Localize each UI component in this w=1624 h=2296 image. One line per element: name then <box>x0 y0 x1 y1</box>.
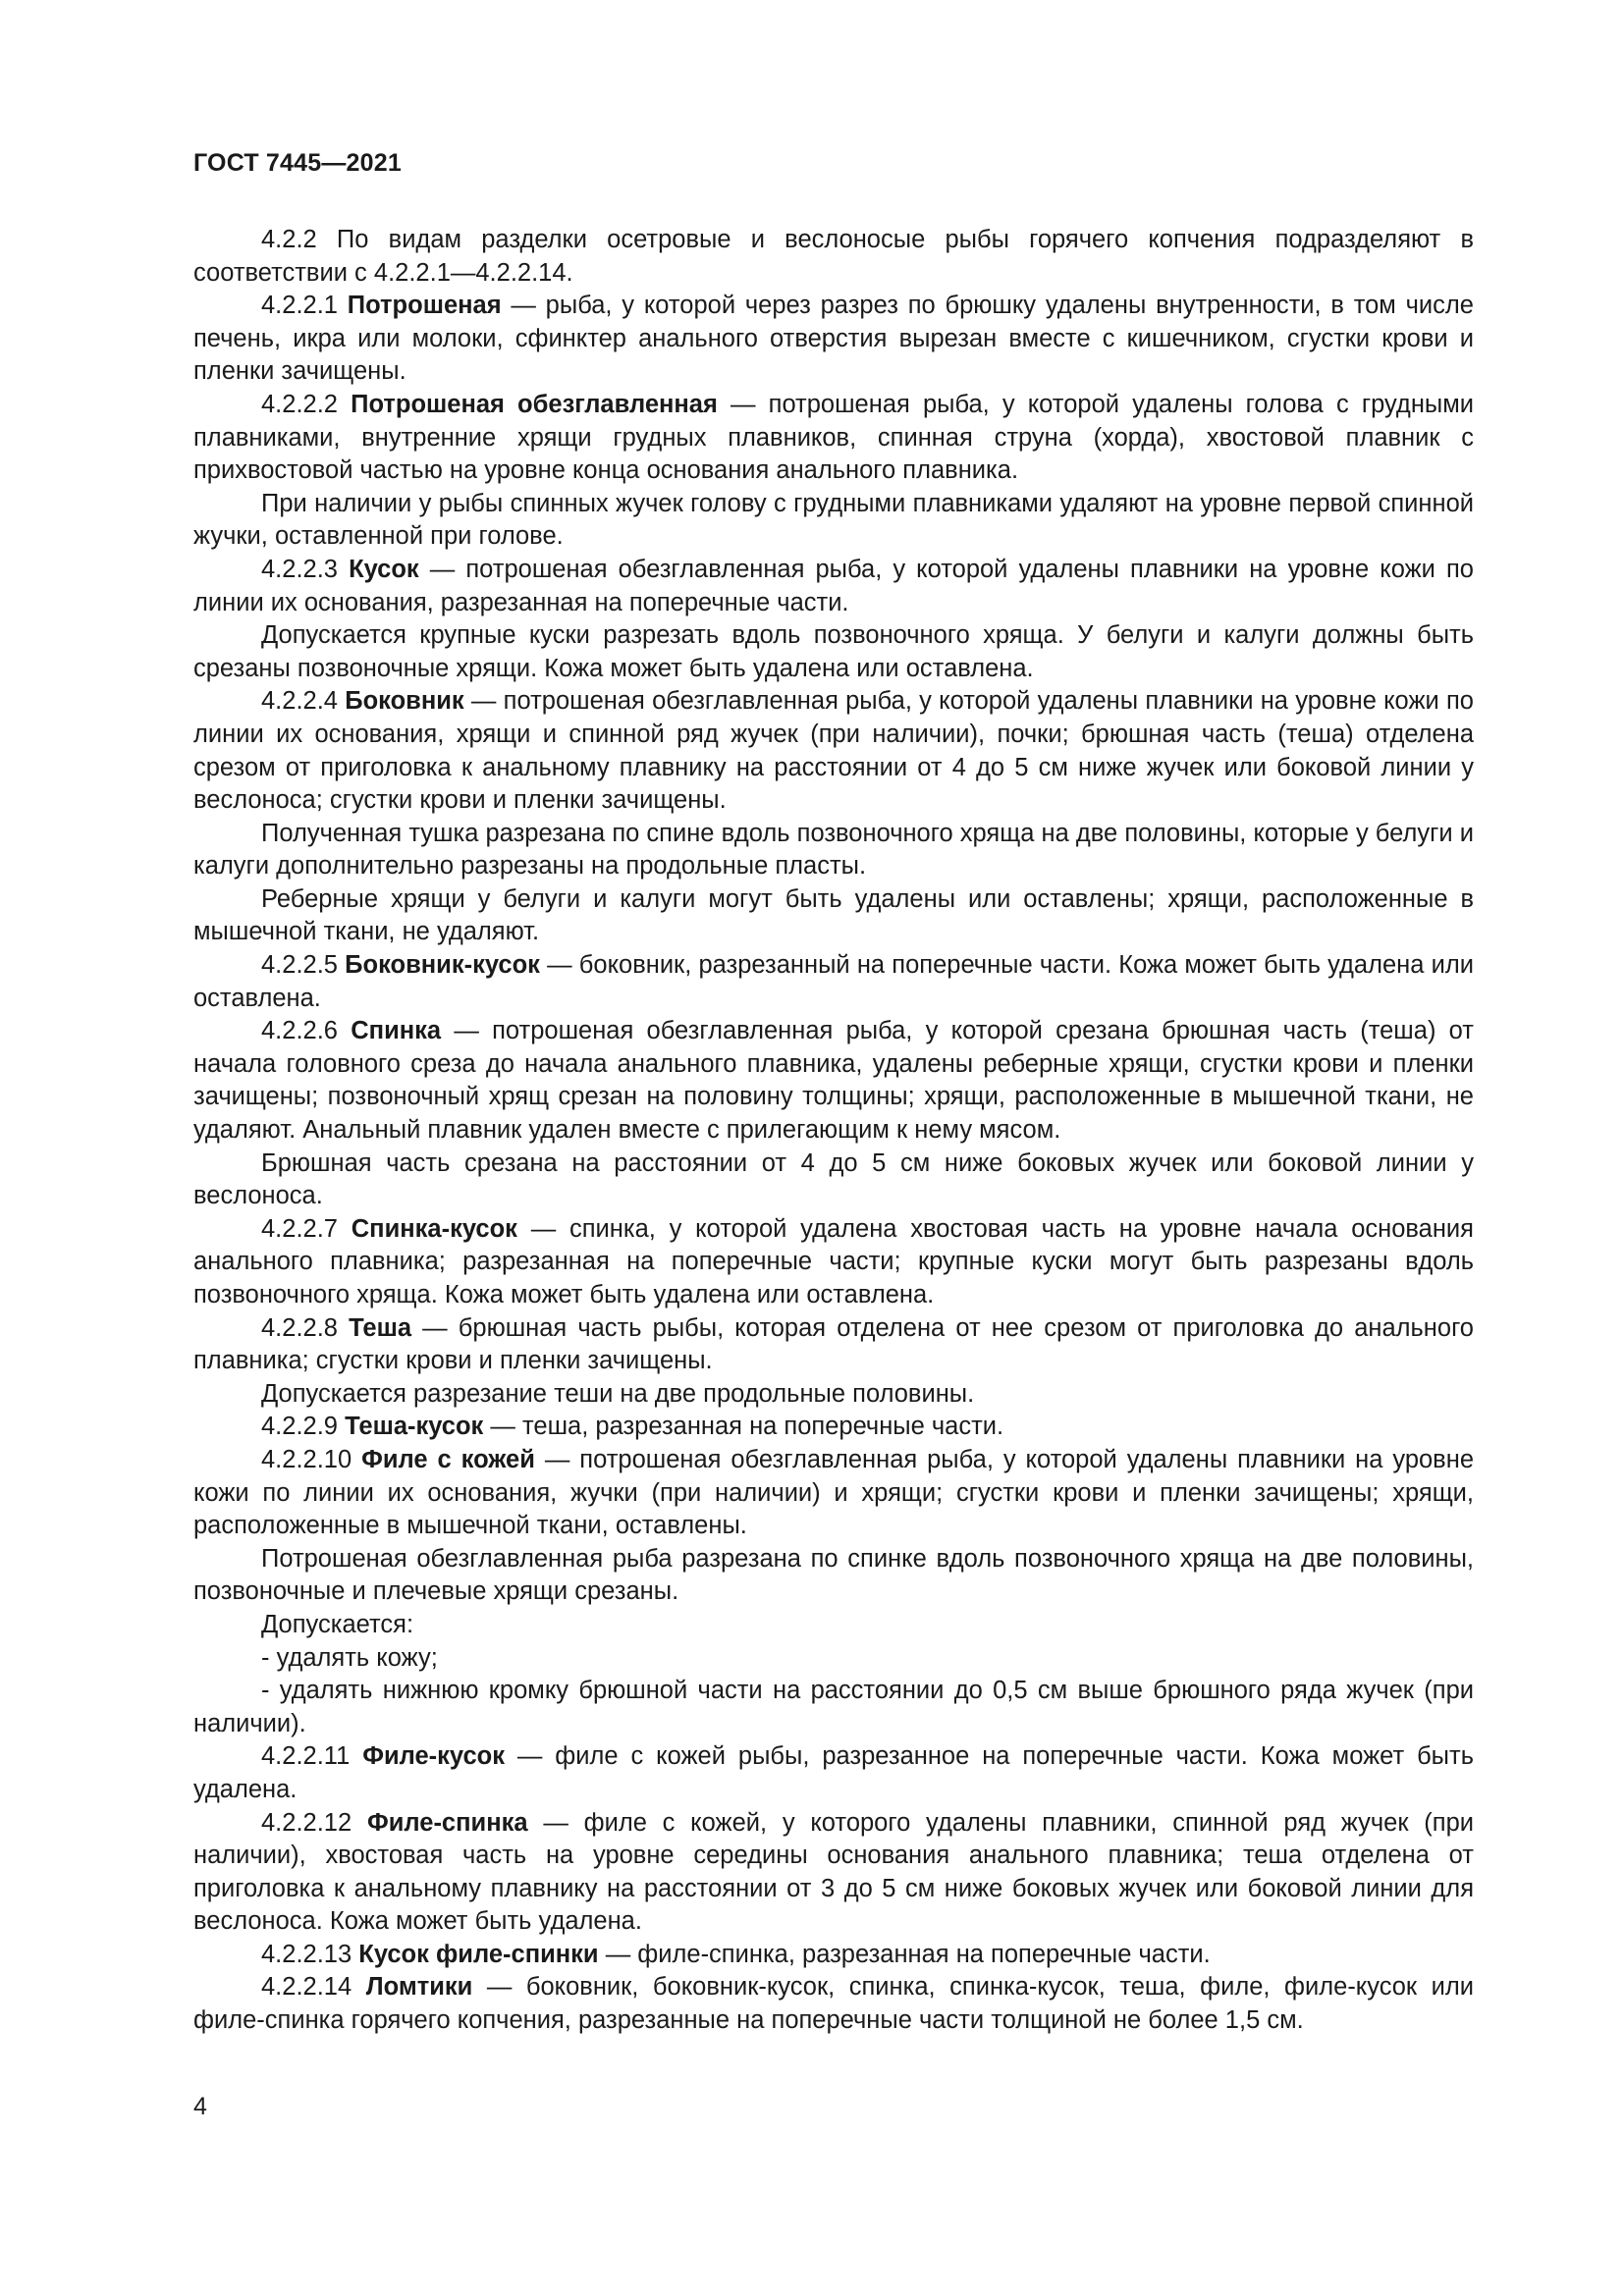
paragraph <box>193 1378 1474 1412</box>
clause-number: 4.2.2.13 <box>261 1940 352 1968</box>
paragraph <box>193 883 1474 949</box>
paragraph <box>193 619 1474 685</box>
paragraph-text: — филе с кожей рыбы, разрезанное на поперечные части. Кожа может быть удалена. <box>193 1742 1474 1803</box>
paragraph <box>193 389 1474 488</box>
paragraph <box>193 1444 1474 1543</box>
term: Потрошеная <box>347 292 502 320</box>
paragraph-text: — филе с кожей, у которого удалены плавники, спинной ряд жучек (при наличии), хвостовая часть на уровне середины основания анального плавника; теша отделена от приголовка к анальному плавнику на расстоянии от 3 до 5 см ниже боковых жучек или боковой линии для веслоноса. Кожа может быть удалена. <box>193 1808 1475 1936</box>
clause-number: 4.2.2.4 <box>261 687 338 716</box>
clause-number: 4.2.2.5 <box>261 951 338 980</box>
paragraph-text: — боковник, разрезанный на поперечные части. Кожа может быть удалена или оставлена. <box>193 951 1474 1012</box>
document-body <box>193 224 1474 2038</box>
clause-number: 4.2.2.14 <box>261 1973 352 2002</box>
clause-number: 4.2.2.2 <box>261 390 338 418</box>
paragraph-text: — брюшная часть рыбы, которая отделена от нее срезом от приголовка до анального плавника; сгустки крови и пленки зачищены. <box>193 1313 1474 1375</box>
term: Филе-спинка <box>366 1808 528 1837</box>
paragraph <box>193 1740 1474 1806</box>
paragraph <box>193 1312 1474 1378</box>
paragraph-text: — потрошеная обезглавленная рыба, у которой удалены плавники на уровне кожи по линии их основания, разрезанная на поперечные части. <box>193 555 1474 616</box>
paragraph-text: - удалять нижнюю кромку брюшной части на расстоянии до 0,5 см выше брюшного ряда жучек (при наличии). <box>193 1677 1474 1737</box>
clause-number: 4.2.2.10 <box>261 1445 352 1473</box>
term: Боковник <box>345 687 464 716</box>
clause-number: 4.2.2.12 <box>261 1808 352 1837</box>
paragraph <box>193 685 1474 817</box>
paragraph <box>193 818 1474 883</box>
paragraph-text: — спинка, у которой удалена хвостовая часть на уровне начала основания анального плавника; разрезанная на поперечные части; крупные куски могут быть разрезаны вдоль позвоночного хряща. Кожа может быть удалена или оставлена. <box>193 1214 1474 1308</box>
page-number: 4 <box>193 2093 207 2120</box>
paragraph-text: Допускается: <box>261 1610 414 1638</box>
clause-number: 4.2.2.1 <box>261 292 338 320</box>
paragraph-text: — потрошеная рыба, у которой удалены голова с грудными плавниками, внутренние хрящи грудных плавников, спинная струна (хорда), хвостовой плавник с прихвостовой частью на уровне конца основания анального плавника. <box>193 390 1475 485</box>
paragraph <box>193 290 1474 389</box>
term: Кусок <box>349 555 419 583</box>
term: Теша <box>349 1313 412 1342</box>
clause-number: 4.2.2.3 <box>261 555 338 583</box>
paragraph-text: Допускается разрезание теши на две продольные половины. <box>261 1379 975 1408</box>
paragraph-text: — теша, разрезанная на поперечные части. <box>483 1413 1004 1441</box>
clause-number: 4.2.2.9 <box>261 1413 338 1441</box>
paragraph <box>193 1148 1474 1213</box>
term: Спинка-кусок <box>351 1214 517 1243</box>
paragraph <box>193 1543 1474 1609</box>
paragraph <box>193 1939 1474 1972</box>
paragraph-text: - удалять кожу; <box>261 1643 438 1672</box>
paragraph <box>193 554 1474 619</box>
term: Боковник-кусок <box>345 951 540 980</box>
paragraph-text: Допускается крупные куски разрезать вдоль позвоночного хряща. У белуги и калуги должны быть срезаны позвоночные хрящи. Кожа может быть удалена или оставлена. <box>193 621 1474 682</box>
paragraph-text: 4.2.2 По видам разделки осетровые и веслоносые рыбы горячего копчения подразделяют в соответствии с 4.2.2.1—4.2.2.14. <box>193 226 1474 287</box>
paragraph <box>193 1213 1474 1312</box>
paragraph-text: Брюшная часть срезана на расстоянии от 4 до 5 см ниже боковых жучек или боковой линии у веслоноса. <box>193 1148 1474 1210</box>
paragraph <box>193 1015 1474 1147</box>
term: Филе с кожей <box>361 1445 535 1473</box>
paragraph-text: При наличии у рыбы спинных жучек голову с грудными плавниками удаляют на уровне первой спинной жучки, оставленной при голове. <box>193 489 1474 551</box>
paragraph-text: — филе-спинка, разрезанная на поперечные части. <box>598 1940 1211 1968</box>
term: Ломтики <box>365 1973 473 2002</box>
clause-number: 4.2.2.11 <box>261 1742 351 1771</box>
term: Теша-кусок <box>345 1413 484 1441</box>
paragraph <box>193 1807 1474 1939</box>
term: Потрошеная обезглавленная <box>351 390 718 418</box>
term: Кусок филе-спинки <box>358 1940 599 1968</box>
paragraph <box>193 1609 1474 1642</box>
paragraph <box>193 488 1474 554</box>
term: Филе-кусок <box>362 1742 505 1771</box>
paragraph-text: — боковник, боковник-кусок, спинка, спинка-кусок, теша, филе, филе-кусок или филе-спинка горячего копчения, разрезанные на поперечные части толщиной не более 1,5 см. <box>193 1973 1474 2035</box>
clause-number: 4.2.2.6 <box>261 1017 338 1045</box>
paragraph-text: — потрошеная обезглавленная рыба, у которой срезана брюшная часть (теша) от начала головного среза до начала анального плавника, удалены реберные хрящи, сгустки крови и пленки зачищены; позвоночный хрящ срезан на половину толщины; хрящи, расположенные в мышечной ткани, не удаляют. Анальный плавник удален вместе с прилегающим к нему мясом. <box>193 1017 1474 1145</box>
clause-number: 4.2.2.8 <box>261 1313 338 1342</box>
paragraph <box>193 1675 1474 1740</box>
paragraph <box>193 1642 1474 1676</box>
paragraph <box>193 1971 1474 2037</box>
paragraph-text: Реберные хрящи у белуги и калуги могут быть удалены или оставлены; хрящи, расположенные в мышечной ткани, не удаляют. <box>193 884 1474 946</box>
paragraph-text: Полученная тушка разрезана по спине вдоль позвоночного хряща на две половины, которые у белуги и калуги дополнительно разрезаны на продольные пласты. <box>193 819 1474 881</box>
paragraph <box>193 224 1474 290</box>
clause-number: 4.2.2.7 <box>261 1214 338 1243</box>
paragraph-text: Потрошеная обезглавленная рыба разрезана по спинке вдоль позвоночного хряща на две половины, позвоночные и плечевые хрящи срезаны. <box>193 1544 1474 1606</box>
term: Спинка <box>351 1017 442 1045</box>
paragraph <box>193 949 1474 1015</box>
paragraph-text: — рыба, у которой через разрез по брюшку удалены внутренности, в том числе печень, икра или молоки, сфинктер анального отверстия вырезан вместе с кишечником, сгустки крови и пленки зачищены. <box>193 292 1474 386</box>
paragraph-text: — потрошеная обезглавленная рыба, у которой удалены плавники на уровне кожи по линии их основания, жучки (при наличии) и хрящи; сгустки крови и пленки зачищены; хрящи, расположенные в мышечной ткани, оставлены. <box>193 1445 1474 1540</box>
paragraph-text: — потрошеная обезглавленная рыба, у которой удалены плавники на уровне кожи по линии их основания, хрящи и спинной ряд жучек (при наличии), почки; брюшная часть (теша) отделена срезом от приголовка к анальному плавнику на расстоянии от 4 до 5 см ниже жучек или боковой линии у веслоноса; сгустки крови и пленки зачищены. <box>193 687 1474 815</box>
document-header: ГОСТ 7445—2021 <box>193 149 402 177</box>
paragraph <box>193 1411 1474 1444</box>
